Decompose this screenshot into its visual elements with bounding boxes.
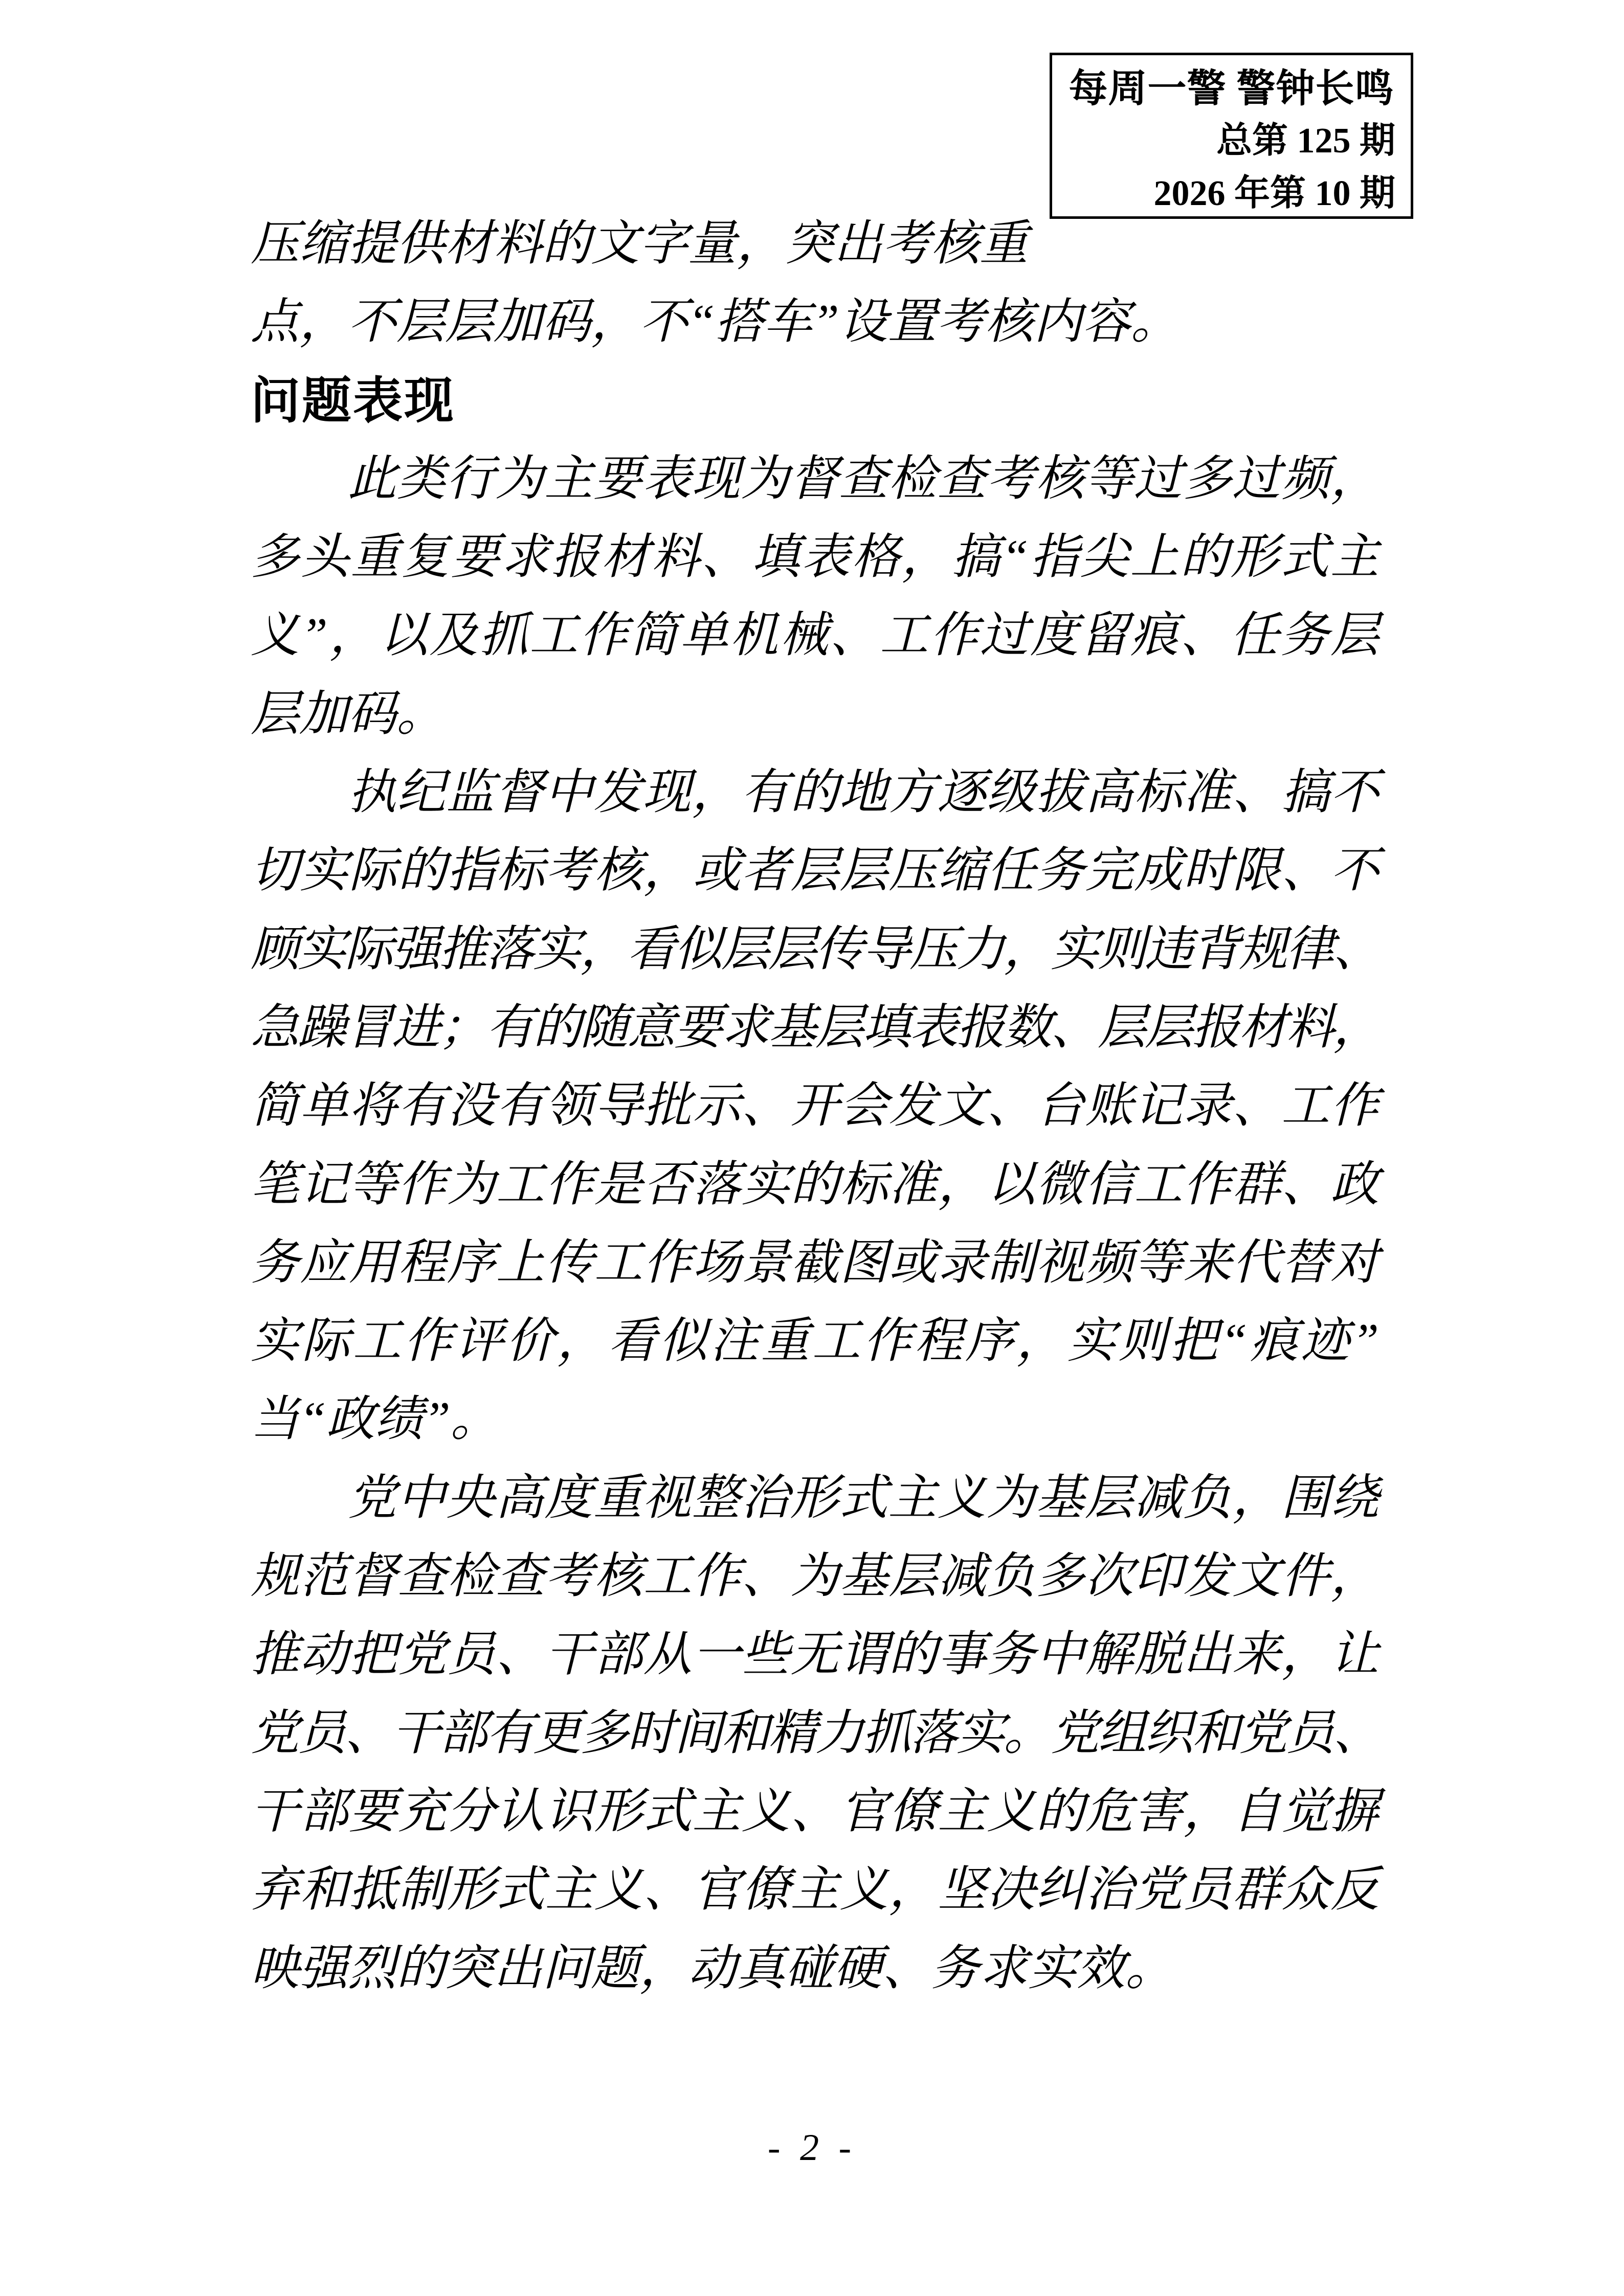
body-text-line: 切实际的指标考核，或者层层压缩任务完成时限、不 <box>251 843 1379 898</box>
issue-info-box <box>1050 53 1413 219</box>
body-text-line: 点，不层层加码，不“搭车”设置考核内容。 <box>251 295 1180 349</box>
body-text-line: 推动把党员、干部从一些无谓的事务中解脱出来，让 <box>251 1627 1379 1682</box>
body-text-line: 干部要充分认识形式主义、官僚主义的危害，自觉摒 <box>251 1784 1379 1838</box>
body-text-line: 弃和抵制形式主义、官僚主义，坚决纠治党员群众反 <box>251 1862 1379 1917</box>
body-text-line: 顾实际强推落实，看似层层传导压力，实则违背规律、 <box>251 921 1379 976</box>
document-text-block <box>251 205 1379 2008</box>
body-text-line: 简单将有没有领导批示、开会发文、台账记录、工作 <box>251 1078 1379 1133</box>
body-text-line: 规范督查检查考核工作、为基层减负多次印发文件， <box>251 1549 1379 1604</box>
body-text-line: 笔记等作为工作是否落实的标准，以微信工作群、政 <box>251 1157 1379 1211</box>
intro-paragraph <box>251 205 1379 362</box>
issue-title: 每周一警 警钟长鸣 <box>1069 67 1394 110</box>
issue-total-number: 总第 125 期 <box>1216 121 1395 161</box>
body-text-line: 当“政绩”。 <box>251 1392 499 1447</box>
body-text-line: 压缩提供材料的文字量，突出考核重 <box>251 216 1029 271</box>
body-text-line: 实际工作评价，看似注重工作程序，实则把“痕迹” <box>251 1314 1379 1368</box>
body-text-line: 义”，以及抓工作简单机械、工作过度留痕、任务层 <box>251 608 1379 663</box>
body-text-line: 务应用程序上传工作场景截图或录制视频等来代替对 <box>251 1235 1379 1290</box>
section-heading: 问题表现 <box>251 372 455 429</box>
body-paragraphs <box>251 440 1379 2008</box>
body-text-line: 党中央高度重视整治形式主义为基层减负，围绕 <box>348 1470 1379 1525</box>
page-number: - 2 - <box>767 2127 857 2169</box>
body-text-line: 党员、干部有更多时间和精力抓落实。党组织和党员、 <box>251 1705 1379 1760</box>
body-text-line: 此类行为主要表现为督查检查考核等过多过频， <box>348 451 1379 506</box>
body-text-line: 急躁冒进；有的随意要求基层填表报数、层层报材料， <box>251 1000 1379 1054</box>
body-text-line: 执纪监督中发现，有的地方逐级拔高标准、搞不 <box>348 765 1379 820</box>
body-text-line: 多头重复要求报材料、填表格，搞“指尖上的形式主 <box>251 530 1379 584</box>
body-text-line: 层加码。 <box>251 686 446 741</box>
body-text-line: 映强烈的突出问题，动真碰硬、务求实效。 <box>251 1941 1174 1995</box>
issue-current-number: 2026 年第 10 期 <box>1153 174 1395 213</box>
